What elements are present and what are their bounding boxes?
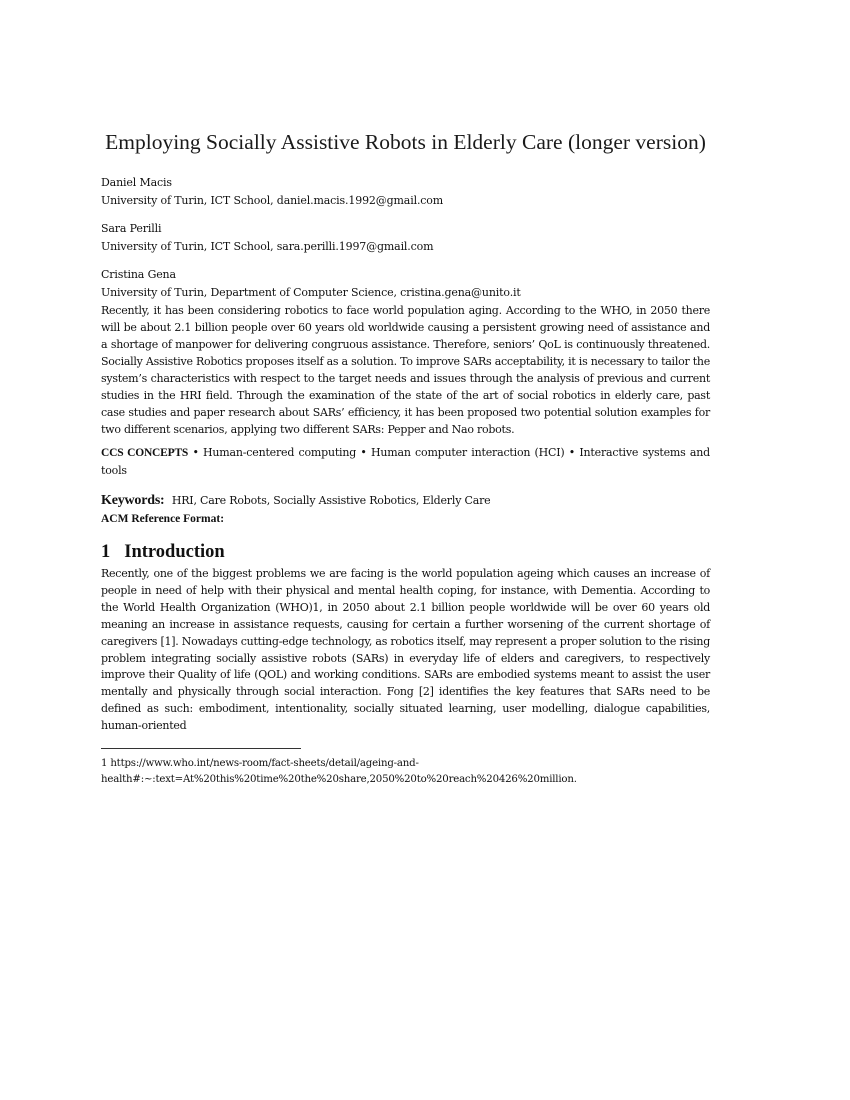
author-name: Sara Perilli: [101, 222, 162, 235]
author-affiliation: University of Turin, ICT School, daniel.macis.1992@gmail.com: [101, 194, 444, 207]
section-title: Introduction: [124, 542, 225, 562]
author-name: Daniel Macis: [101, 176, 172, 189]
author-affiliation: University of Turin, Department of Computer Science, cristina.gena@unito.it: [101, 286, 521, 299]
keywords-label: Keywords:: [101, 493, 165, 508]
acm-reference-format: ACM Reference Format:: [101, 513, 225, 525]
footnote-line: health#:~:text=At%20this%20time%20the%20share,2050%20to%20reach%20426%20million.: [101, 774, 577, 786]
author-affiliation: University of Turin, ICT School, sara.perilli.1997@gmail.com: [101, 240, 434, 253]
keywords-text: HRI, Care Robots, Socially Assistive Robotics, Elderly Care: [171, 494, 491, 507]
author-name: Cristina Gena: [101, 268, 176, 281]
keywords: [101, 492, 710, 510]
footnote-line: 1 https://www.who.int/news-room/fact-sheets/detail/ageing-and-: [101, 758, 419, 770]
paper-title: Employing Socially Assistive Robots in Elderly Care (longer version): [105, 130, 706, 154]
ccs-concepts-label: CCS CONCEPTS: [101, 447, 189, 459]
author-block: [101, 174, 710, 210]
author-block: [101, 266, 710, 302]
author-block: [101, 220, 710, 256]
footnote-divider: [101, 748, 301, 749]
section-heading: [101, 540, 710, 564]
paper-page: [101, 128, 710, 788]
footnote: [101, 756, 710, 788]
introduction-paragraph: Recently, one of the biggest problems we are facing is the world population ageing which causes an increase of people in need of help with their physical and mental health coping, for instance, with Dementia. According to the World Health Organization (WHO)1, in 2050 about 2.1 billion people worldwide will be over 60 years old meaning an increase in assistance requests, causing for certain a further worsening of the current shortage of caregivers [1]. Nowadays cutting-edge technology, as robotics itself, may represent a proper solution to the rising problem integrating socially assistive robots (SARs) in everyday life of elders and caregivers, to respectively improve their Quality of life (QOL) and working conditions. SARs are embodied systems meant to assist the user mentally and physically through social interaction. Fong [2] identifies the key features that SARs need to be defined as such: embodiment, intentionality, socially situated learning, user modelling, dialogue capabilities, human-oriented: [101, 567, 710, 733]
abstract: Recently, it has been considering robotics to face world population aging. According to the WHO, in 2050 there will be about 2.1 billion people over 60 years old worldwide causing a persistent growing need of assistance and a shortage of manpower for delivering congruous assistance. Therefore, seniors’ QoL is continuously threatened. Socially Assistive Robotics proposes itself as a solution. To improve SARs acceptability, it is necessary to tailor the system’s characteristics with respect to the target needs and issues through the analysis of previous and current studies in the HRI field. Through the examination of the state of the art of social robotics in elderly care, past case studies and paper research about SARs’ efficiency, it has been proposed two potential solution examples for two different scenarios, applying two different SARs: Pepper and Nao robots.: [101, 304, 710, 436]
ccs-concepts: [101, 444, 710, 479]
section-number: 1: [101, 542, 111, 562]
ccs-concepts-text: • Human-centered computing • Human computer interaction (HCI) • Interactive systems and tools: [101, 446, 711, 477]
